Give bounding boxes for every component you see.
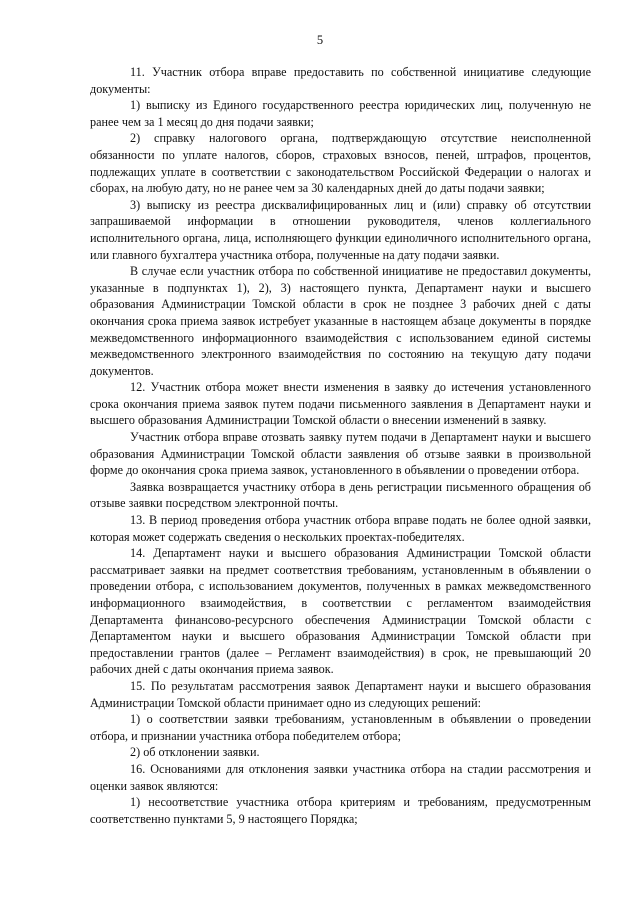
paragraph: В случае если участник отбора по собственной инициативе не предоставил документы, указанные в подпунктах 1), 2), 3) настоящего пункта, Департамент науки и высшего образования Администрации Томской области в срок не позднее 3 рабочих дней с даты окончания срока приема заявок истребует указанные в настоящем абзаце документы в порядке межведомственного информационного взаимодействия с использованием единой системы межведомственного электронного взаимодействия по состоянию на текущую дату подачи документов. <box>90 264 591 378</box>
paragraph: 11. Участник отбора вправе предоставить по собственной инициативе следующие документы: <box>90 65 591 96</box>
paragraph: 15. По результатам рассмотрения заявок Департамент науки и высшего образования Администрации Томской области принимает одно из следующих решений: <box>90 678 591 710</box>
paragraph: 2) об отклонении заявки. <box>130 745 260 760</box>
paragraph: 12. Участник отбора может внести изменения в заявку до истечения установленного срока окончания приема заявок путем подачи письменного заявления в Департамент науки и высшего образования Администрации Томской области о внесении изменений в заявку. <box>90 380 591 428</box>
document-body <box>90 64 591 827</box>
paragraph: 3) выписку из реестра дисквалифицированных лиц и (или) справку об отсутствии запрашиваемой информации в отношении руководителя, членов коллегиального исполнительного органа, лица, исполняющего функции единоличного исполнительного органа, или главного бухгалтера участника отбора, полученные на дату подачи заявки. <box>90 197 591 262</box>
paragraph: 13. В период проведения отбора участник отбора вправе подать не более одной заявки, которая может содержать сведения о нескольких проектах-победителях. <box>90 513 591 544</box>
paragraph: 1) о соответствии заявки требованиям, установленным в объявлении о проведении отбора, и признании участника отбора победителем отбора; <box>90 712 591 743</box>
paragraph: 1) выписку из Единого государственного реестра юридических лиц, полученную не ранее чем за 1 месяц до дня подачи заявки; <box>90 98 591 129</box>
paragraph: 2) справку налогового органа, подтверждающую отсутствие неисполненной обязанности по уплате налогов, сборов, страховых взносов, пеней, штрафов, процентов, подлежащих уплате в соответствии с законодательством Российской Федерации о налогах и сборах, на любую дату, но не ранее чем за 30 календарных дней до даты подачи заявки; <box>90 131 591 196</box>
page-number: 5 <box>316 33 324 47</box>
paragraph: 16. Основаниями для отклонения заявки участника отбора на стадии рассмотрения и оценки заявок являются: <box>90 761 591 793</box>
paragraph: 14. Департамент науки и высшего образования Администрации Томской области рассматривает заявки на предмет соответствия требованиям, установленным в объявлении о проведении отбора, с использованием документов, полученных в рамках межведомственного информационного взаимодействия, в соответствии с регламентом взаимодействия Департамента финансово-ресурсного обеспечения Администрации Томской области с Департаментом науки и высшего образования Администрации Томской области при предоставлении грантов (далее – Регламент взаимодействия) в срок, не превышающий 20 рабочих дней с даты окончания приема заявок. <box>90 546 591 677</box>
paragraph: 1) несоответствие участника отбора критериям и требованиям, предусмотренным соответственно пунктами 5, 9 настоящего Порядка; <box>90 795 591 826</box>
paragraph: Заявка возвращается участнику отбора в день регистрации письменного обращения об отзыве заявки посредством электронной почты. <box>90 479 591 511</box>
paragraph: Участник отбора вправе отозвать заявку путем подачи в Департамент науки и высшего образования Администрации Томской области заявления об отзыве заявки в произвольной форме до окончания срока приема заявок, установленного в объявлении о проведении отбора. <box>90 430 591 478</box>
